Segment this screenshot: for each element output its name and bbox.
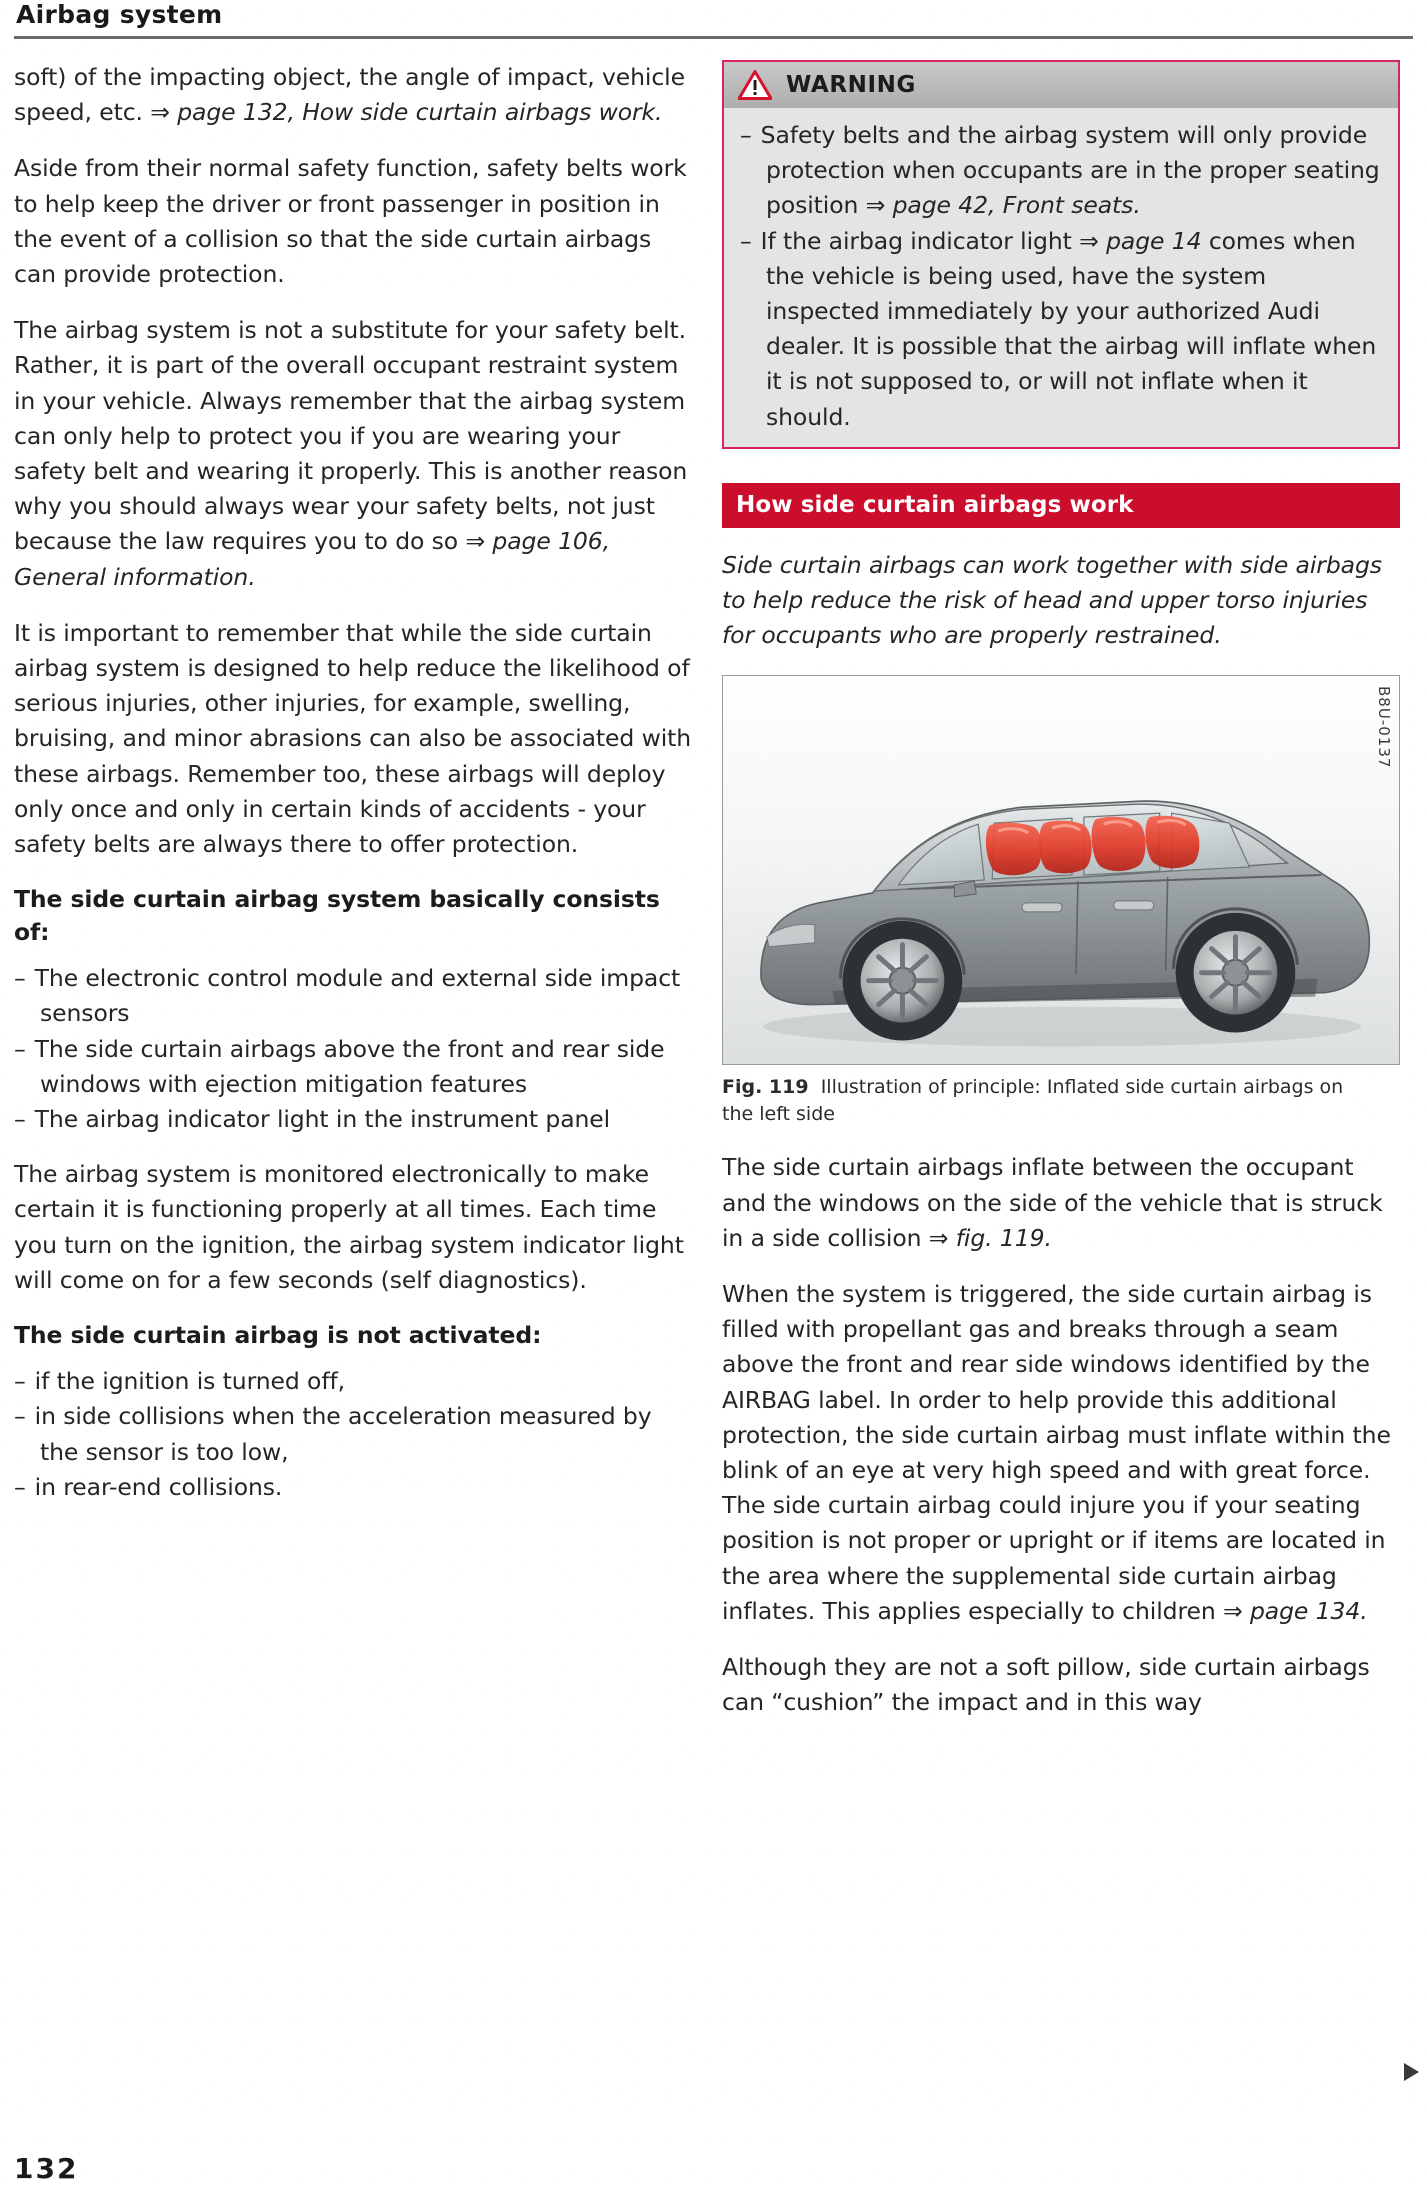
section-heading-how-side-curtain-airbags-work: How side curtain airbags work	[722, 483, 1400, 528]
dash-marker: –	[14, 1367, 26, 1396]
cross-reference: ⇒ page 132, How side curtain airbags work.	[150, 98, 663, 127]
list-item: – The side curtain airbags above the front and rear side windows with ejection mitigation features	[14, 1034, 665, 1098]
subheading-not-activated: The side curtain airbag is not activated:	[14, 1321, 542, 1350]
right-column	[722, 60, 1400, 1720]
dash-marker: –	[740, 226, 752, 255]
figure-image	[722, 675, 1400, 1065]
paragraph-when-system-triggered	[722, 1277, 1400, 1629]
page-number: 132	[14, 2152, 79, 2185]
text-run: Although they are not a soft pillow, side curtain airbags can “cushion” the impact and in this way	[722, 1653, 1370, 1717]
page-title: Airbag system	[16, 0, 223, 29]
cross-reference: ⇒ page 14	[1079, 226, 1202, 255]
text-run: comes when the vehicle is being used, have the system inspected immediately by your authorized Audi dealer. It is possible that the airbag will inflate when it is not supposed to, or will not inflate when it should.	[766, 226, 1377, 431]
list-item: – The electronic control module and external side impact sensors	[14, 964, 681, 1028]
text-run: soft) of the impacting object, the angle of impact, vehicle speed, etc.	[14, 63, 685, 127]
car-side-curtain-airbag-illustration	[723, 676, 1399, 1064]
text-run: When the system is triggered, the side curtain airbag is filled with propellant gas and breaks through a seam above the front and rear side windows identified by the AIRBAG label. In order to help provide this additional protection, the side curtain airbag must inflate within the blink of an eye at very high speed and with great force. The side curtain airbag could injure you if your seating position is not proper or upright or if items are located in the area where the supplemental side curtain airbag inflates. This applies especially to children	[722, 1280, 1391, 1625]
warning-callout	[722, 60, 1400, 449]
continuation-arrow-icon	[1404, 2063, 1419, 2081]
figure-caption	[722, 1074, 1400, 1128]
header-divider	[14, 36, 1413, 39]
list-system-components	[14, 961, 692, 1137]
warning-list-item	[740, 118, 1382, 224]
paragraph-soft-impacting-object	[14, 60, 692, 130]
paragraph-airbags-inflate-between	[722, 1150, 1400, 1256]
left-column	[14, 60, 692, 1720]
list-item: – The airbag indicator light in the instrument panel	[14, 1105, 611, 1134]
text-run: Aside from their normal safety function, safety belts work to help keep the driver or front passenger in position in the event of a collision so that the side curtain airbags can provide protection.	[14, 154, 687, 289]
cross-reference: ⇒ page 42, Front seats.	[865, 191, 1141, 220]
page-header	[14, 0, 1413, 52]
warning-triangle-icon	[738, 70, 772, 100]
text-run: The airbag system is not a substitute for your safety belt. Rather, it is part of the overall occupant restraint system in your vehicle. Always remember that the airbag system can only help to protect you if you are wearing your safety belt and wearing it properly. This is another reason why you should always wear your safety belts, not just because the law requires you to do so	[14, 316, 688, 556]
warning-body	[724, 108, 1398, 435]
dash-marker: –	[14, 964, 26, 993]
paragraph-monitored-electronically: The airbag system is monitored electronically to make certain it is functioning properly at all times. Each time you turn on the ignition, the airbag system indicator light will come on for a few seconds (self diagnostics).	[14, 1160, 684, 1294]
list-item: – in rear-end collisions.	[14, 1472, 283, 1501]
text-run: Safety belts and the airbag system will only provide protection when occupants are in the proper seating position	[760, 121, 1380, 220]
dash-marker: –	[14, 1472, 26, 1501]
text-run: The side curtain airbags inflate between the occupant and the windows on the side of the vehicle that is struck in a side collision	[722, 1153, 1383, 1252]
list-not-activated-conditions	[14, 1364, 692, 1505]
subheading-system-consists-of: The side curtain airbag system basically consists of:	[14, 885, 660, 947]
cross-reference: ⇒ page 134.	[1223, 1596, 1368, 1625]
paragraph-although-not-soft-pillow	[722, 1650, 1400, 1720]
paragraph-important-remember	[14, 616, 692, 862]
figure-caption-text: Illustration of principle: Inflated side curtain airbags on the left side	[722, 1076, 1344, 1126]
text-run: It is important to remember that while the side curtain airbag system is designed to help reduce the likelihood of serious injuries, other injuries, for example, swelling, bruising, and minor abrasions can also be associated with these airbags. Remember too, these airbags will deploy only once and only in certain kinds of accidents - your safety belts are always there to offer protection.	[14, 618, 692, 859]
text-run: If the airbag indicator light	[760, 226, 1080, 255]
paragraph-aside-normal-safety	[14, 151, 692, 292]
list-item: – in side collisions when the acceleration measured by the sensor is too low,	[14, 1402, 652, 1466]
warning-item-list	[740, 118, 1382, 435]
dash-marker: –	[14, 1034, 26, 1063]
cross-reference: ⇒ fig. 119.	[928, 1223, 1052, 1252]
page-columns	[14, 60, 1413, 1720]
dash-marker: –	[14, 1402, 26, 1431]
figure-119	[722, 675, 1400, 1128]
cross-reference: ⇒ page 106, General information.	[14, 527, 611, 591]
list-item: – if the ignition is turned off,	[14, 1367, 346, 1396]
warning-title: WARNING	[786, 72, 916, 98]
warning-header	[724, 62, 1398, 108]
dash-marker: –	[740, 121, 752, 149]
figure-id-watermark: B8U-0137	[1375, 686, 1393, 769]
dash-marker: –	[14, 1105, 26, 1134]
figure-caption-label: Fig. 119	[722, 1076, 809, 1099]
warning-list-item	[740, 224, 1382, 435]
paragraph-not-substitute	[14, 313, 692, 595]
section-lead-paragraph: Side curtain airbags can work together with side airbags to help reduce the risk of head and upper torso injuries for occupants who are properly restrained.	[722, 550, 1382, 650]
